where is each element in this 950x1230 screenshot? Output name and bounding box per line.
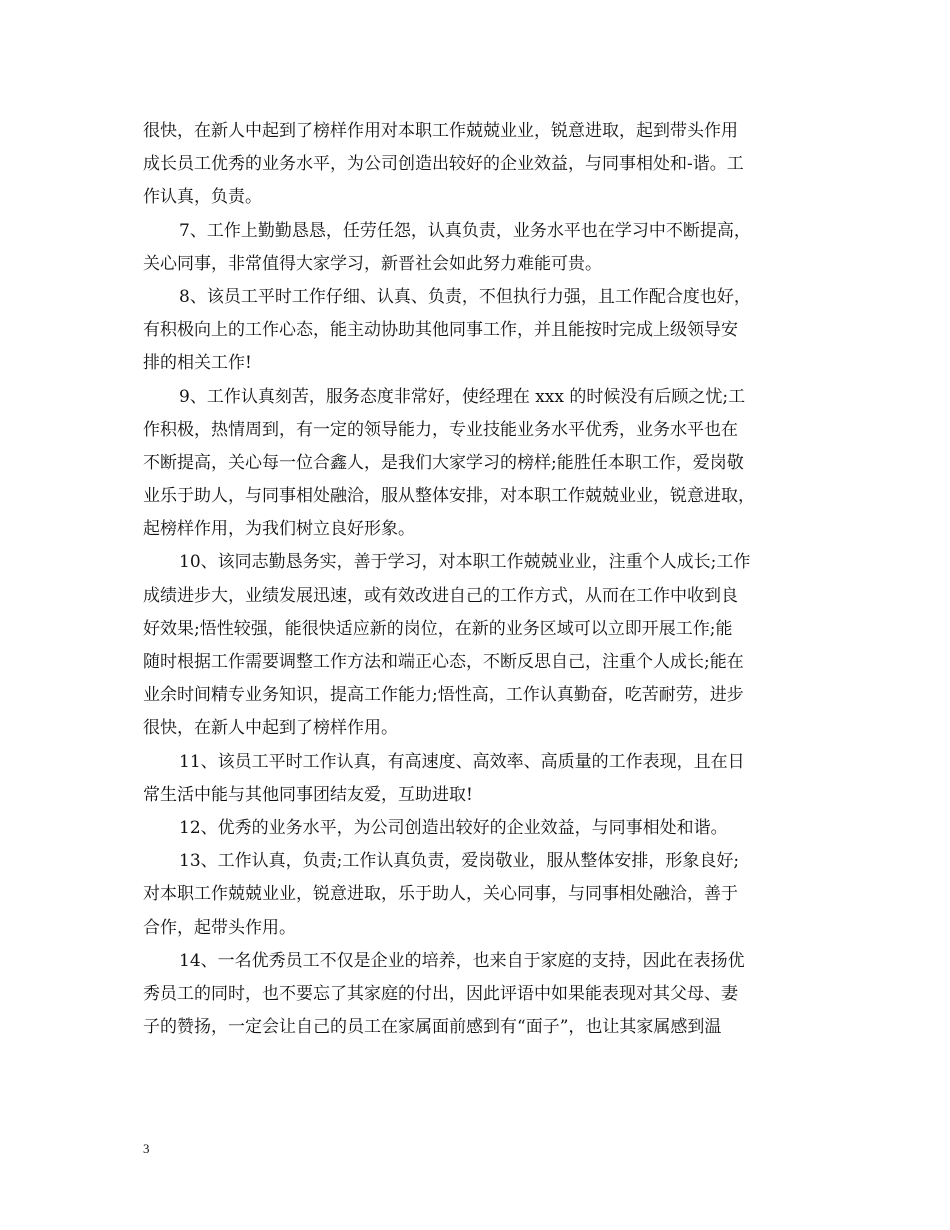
text-line: 业乐于助人，与同事相处融洽，服从整体安排，对本职工作兢兢业业，锐意进取， — [143, 486, 755, 507]
text-line: 成长员工优秀的业务水平，为公司创造出较好的企业效益，与同事相处和-谐。工 — [143, 154, 744, 175]
text-line: 14、一名优秀员工不仅是企业的培养，也来自于家庭的支持，因此在表扬优 — [179, 950, 745, 971]
text-line: 不断提高，关心每一位合鑫人，是我们大家学习的榜样;能胜任本职工作，爱岗敬 — [143, 452, 744, 473]
text-line: 排的相关工作! — [143, 353, 252, 374]
text-line: 常生活中能与其他同事团结友爱，互助进取! — [143, 784, 473, 805]
text-line: 合作，起带头作用。 — [143, 917, 296, 938]
text-line: 8、该员工平时工作仔细、认真、负责，不但执行力强，且工作配合度也好， — [179, 286, 751, 307]
text-line: 成绩进步大，业绩发展迅速，或有效改进自己的工作方式，从而在工作中收到良 — [143, 585, 738, 606]
text-line: 10、该同志勤恳务实，善于学习，对本职工作兢兢业业，注重个人成长;工作 — [179, 552, 751, 573]
text-line: 作认真，负责。 — [143, 187, 262, 208]
text-line: 随时根据工作需要调整工作方法和端正心态，不断反思自己，注重个人成长;能在 — [143, 652, 744, 672]
text-line: 对本职工作兢兢业业，锐意进取，乐于助人，关心同事，与同事相处融洽，善于 — [143, 884, 738, 905]
text-line: 12、优秀的业务水平，为公司创造出较好的企业效益，与同事相处和谐。 — [179, 817, 728, 838]
text-line: 秀员工的同时，也不要忘了其家庭的付出，因此评语中如果能表现对其父母、妻 — [143, 983, 738, 1004]
text-line: 很快，在新人中起到了榜样作用。 — [143, 718, 398, 739]
text-line: 起榜样作用，为我们树立良好形象。 — [143, 519, 415, 540]
page-number: 3 — [143, 1141, 150, 1156]
text-line: 有积极向上的工作心态，能主动协助其他同事工作，并且能按时完成上级领导安 — [143, 320, 738, 341]
text-line: 7、工作上勤勤恳恳，任劳任怨，认真负责，业务水平也在学习中不断提高， — [179, 220, 751, 241]
text-line: 关心同事，非常值得大家学习，新晋社会如此努力难能可贵。 — [143, 253, 602, 274]
text-line: 13、工作认真，负责;工作认真负责，爱岗敬业，服从整体安排，形象良好; — [179, 851, 740, 872]
document-body — [143, 115, 813, 1044]
text-line: 9、工作认真刻苦，服务态度非常好，使经理在 xxx 的时候没有后顾之忧;工 — [179, 386, 746, 407]
text-line: 业余时间精专业务知识，提高工作能力;悟性高，工作认真勤奋，吃苦耐劳，进步 — [143, 685, 744, 706]
text-line: 好效果;悟性较强，能很快适应新的岗位，在新的业务区域可以立即开展工作;能 — [143, 618, 733, 639]
text-line: 很快，在新人中起到了榜样作用对本职工作兢兢业业，锐意进取，起到带头作用 — [143, 121, 738, 141]
text-line: 11、该员工平时工作认真，有高速度、高效率、高质量的工作表现，且在日 — [179, 751, 745, 772]
text-line: 作积极，热情周到，有一定的领导能力，专业技能业务水平优秀，业务水平也在 — [143, 419, 738, 440]
text-line: 子的赞扬，一定会让自己的员工在家属面前感到有“面子”，也让其家属感到温 — [143, 1017, 722, 1038]
